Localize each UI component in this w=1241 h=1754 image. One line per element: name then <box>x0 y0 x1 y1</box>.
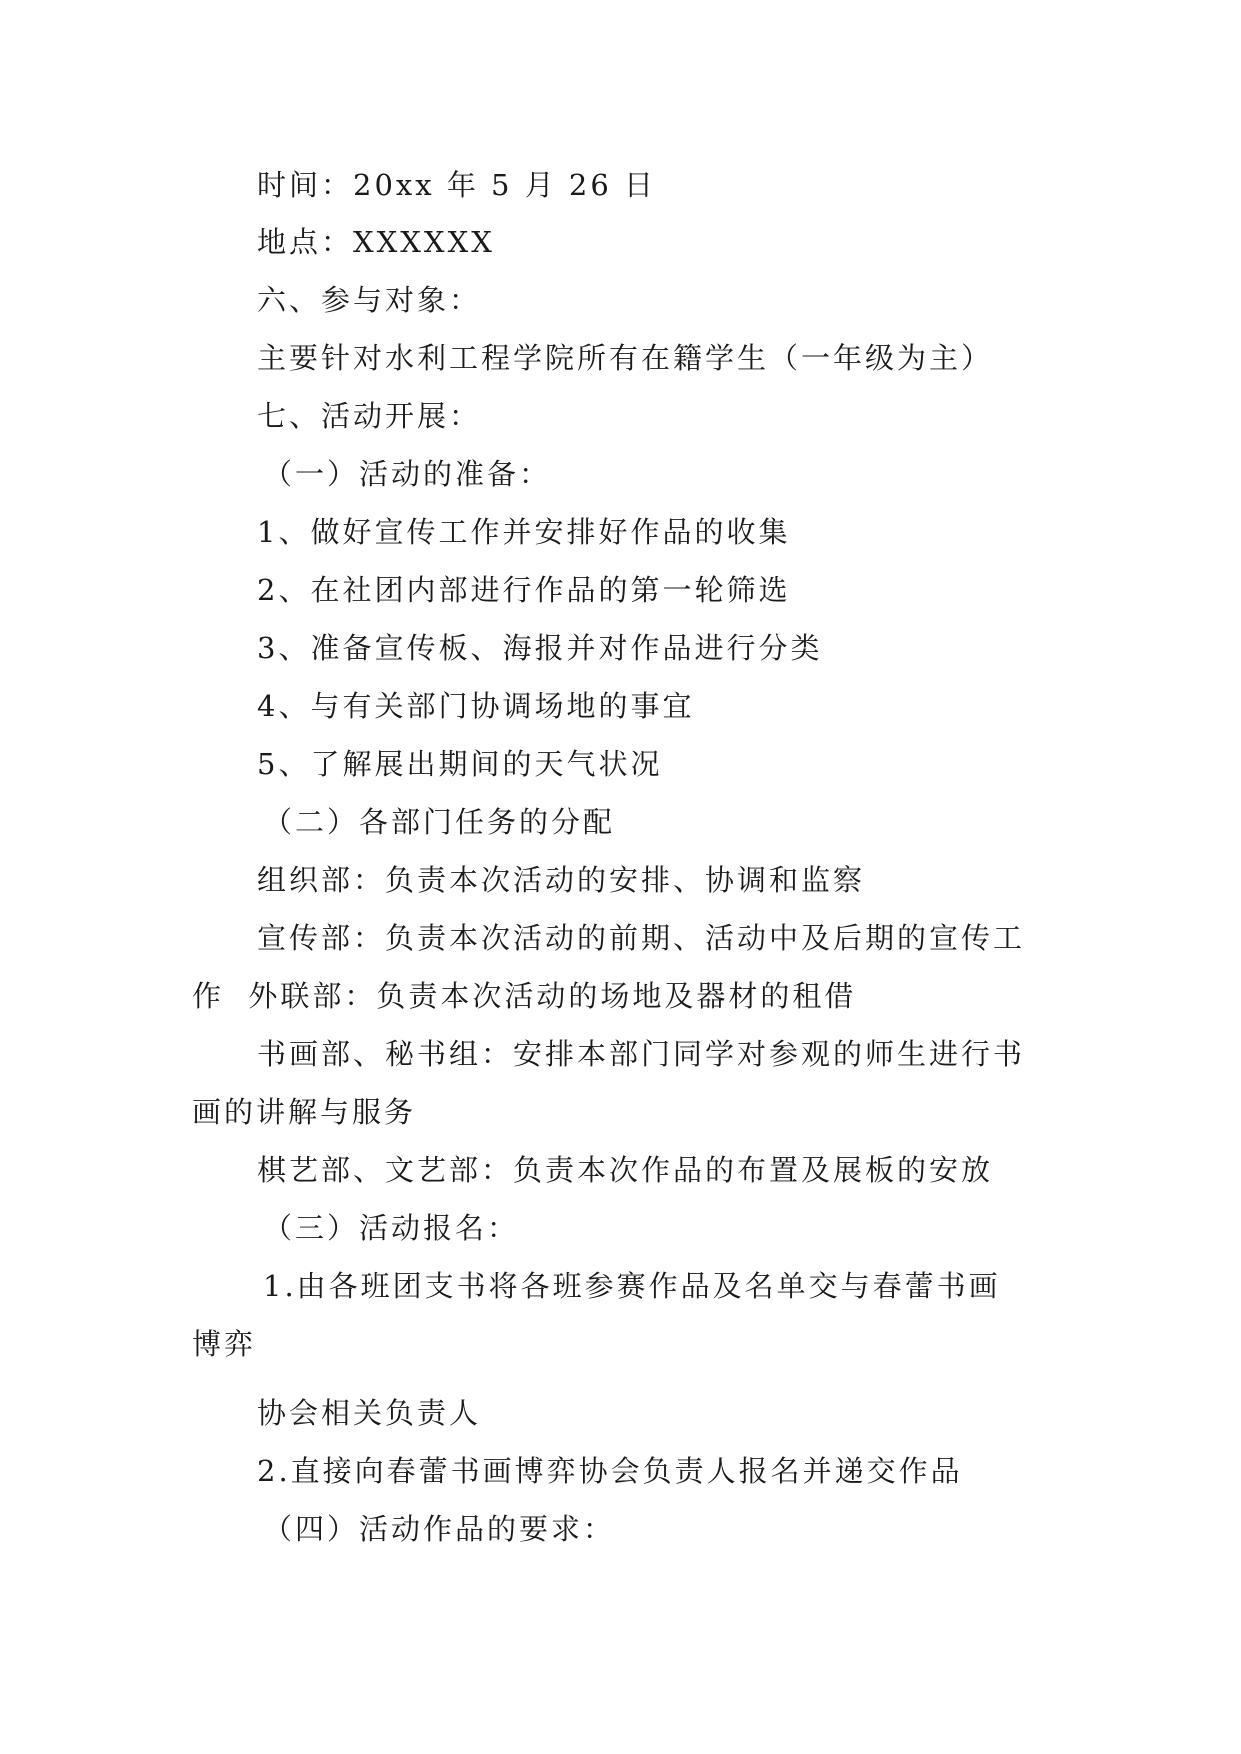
paragraph-line: 博弈 <box>192 1327 257 1361</box>
subsection-heading-requirements: （四）活动作品的要求： <box>263 1512 616 1546</box>
list-item: 2、在社团内部进行作品的第一轮筛选 <box>257 573 791 607</box>
list-item: 3、准备宣传板、海报并对作品进行分类 <box>257 631 823 665</box>
paragraph-line: 协会相关负责人 <box>257 1396 482 1430</box>
paragraph-line: 画的讲解与服务 <box>192 1095 417 1129</box>
list-item: 5、了解展出期间的天气状况 <box>257 747 663 781</box>
paragraph-line: 作 外联部：负责本次活动的场地及器材的租借 <box>192 979 857 1013</box>
subsection-heading-registration: （三）活动报名： <box>263 1211 520 1245</box>
participants-text: 主要针对水利工程学院所有在籍学生（一年级为主） <box>257 341 994 375</box>
section-heading-activity: 七、活动开展： <box>257 399 482 433</box>
subsection-heading-tasks: （二）各部门任务的分配 <box>263 805 616 839</box>
time-line: 时间：20xx 年 5 月 26 日 <box>257 168 657 202</box>
section-heading-participants: 六、参与对象： <box>257 283 482 317</box>
list-item: 4、与有关部门协调场地的事宜 <box>257 689 695 723</box>
list-item: 1.由各班团支书将各班参赛作品及名单交与春蕾书画 <box>263 1269 1001 1303</box>
location-line: 地点：XXXXXX <box>257 225 495 259</box>
subsection-heading-preparation: （一）活动的准备： <box>263 457 552 491</box>
list-item: 2.直接向春蕾书画博弈协会负责人报名并递交作品 <box>257 1454 963 1488</box>
paragraph-line: 棋艺部、文艺部：负责本次作品的布置及展板的安放 <box>257 1153 994 1187</box>
paragraph-line: 组织部：负责本次活动的安排、协调和监察 <box>257 863 866 897</box>
paragraph-line: 宣传部：负责本次活动的前期、活动中及后期的宣传工 <box>257 921 1026 955</box>
list-item: 1、做好宣传工作并安排好作品的收集 <box>257 515 791 549</box>
paragraph-line: 书画部、秘书组：安排本部门同学对参观的师生进行书 <box>257 1037 1026 1071</box>
